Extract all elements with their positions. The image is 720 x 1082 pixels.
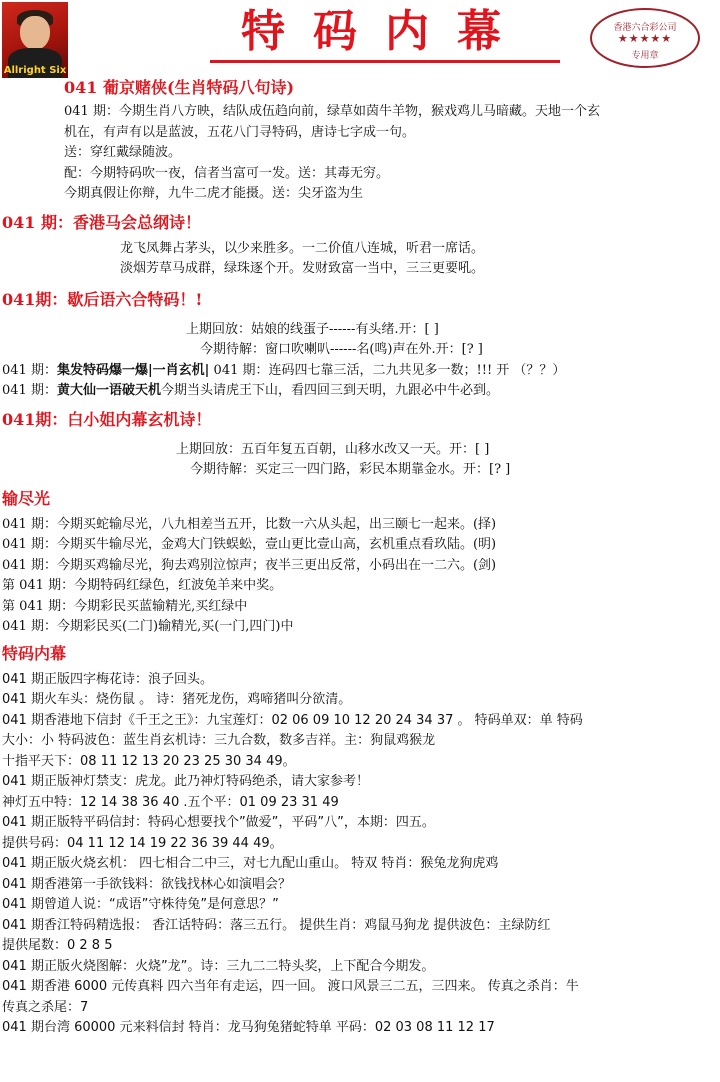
text-line: 041 期正版火烧图解：火烧”龙”。诗：三九二二特头奖，上下配合今期发。	[2, 958, 435, 974]
text-line: 041 期：今期买鸡输尽光，狗去鸡别泣惊声；夜半三更出反常，小码出在一二六。(剑)	[2, 557, 497, 573]
last-period-review: 上期回放：五百年复五百朝，山移水改又一天。开：[ ]	[176, 441, 490, 457]
text-line: 送：穿红戴绿随波。	[64, 145, 182, 160]
text-line: 提供号码：04 11 12 14 19 22 36 39 44 49。	[2, 835, 283, 851]
text-line: 041 期火车头：烧伤鼠 。 诗：猪死龙伤，鸡啼猪叫分欲清。	[2, 692, 352, 707]
text-line: 041 期香港地下信封《千王之王》：九宝莲灯：02 06 09 10 12 20 24 34 37 。 特码单双：单 特码	[2, 712, 583, 728]
section-heading: 041期：白小姐内幕玄机诗！	[2, 409, 212, 429]
text-line: 041 期：今期生肖八方映，结队成伍趋向前，绿草如茵牛羊物，猴戏鸡儿马暗藏。天地一个玄	[64, 104, 600, 119]
text-line: 传真之杀尾：7	[2, 999, 89, 1015]
text-line: 041 期：黄大仙一语破天机今期当头请虎王下山，看四回三到天明，九跟必中牛必到。	[2, 383, 499, 398]
section-inside-info	[0, 644, 720, 1039]
text-line: 第 041 期：今期特码红绿色，红波兔羊来中奖。	[2, 578, 283, 593]
section-gambling-hero	[0, 78, 720, 205]
page-title: 特码内幕	[210, 4, 560, 63]
text-line: 机在，有声有以是蓝波，五花八门寻特码，唐诗七字成一句。	[64, 124, 416, 140]
article-body	[0, 78, 720, 1039]
text-line: 041 期正版特平码信封：特码心想要找个”做爱”，平码”八”，本期：四五。	[2, 815, 435, 830]
text-line: 041 期：集发特码爆一爆|一肖玄机| 041 期：连码四七靠三活，二九共见多一数；!!! 开 （？？）	[2, 362, 566, 378]
avatar-caption: Allright Six	[3, 65, 67, 76]
seal-top-text: 香港六合彩公司	[613, 23, 677, 33]
text-line: 041 期：今期买牛输尽光，金鸡大门铁蜈蚣，壹山更比壹山高，玄机重点看玖陆。(明)	[2, 537, 497, 552]
section-lose-all	[0, 489, 720, 638]
text-line: 041 期香江特码精选报： 香江话特码：落三五行。 提供生肖：鸡鼠马狗龙 提供波色：主绿防红	[2, 917, 551, 933]
author-avatar	[2, 2, 68, 78]
section-xiehouyu	[0, 290, 720, 402]
company-seal	[590, 8, 700, 68]
section-heading: 输尽光	[2, 488, 51, 508]
section-white-lady	[0, 410, 720, 481]
text-line: 龙飞凤舞占茅头，以少来胜多。一二价值八连城，听君一席话。	[120, 240, 485, 256]
section-heading: 特码内幕	[2, 643, 67, 663]
text-line: 十指平天下：08 11 12 13 20 23 25 30 34 49。	[2, 753, 296, 769]
text-line: 041 期：今期彩民买(二门)输精光,买(一门,四门)中	[2, 619, 294, 634]
text-line: 淡烟芳草马成群，绿珠逐个开。发财致富一当中，三三更要吼。	[120, 261, 485, 276]
seal-stars: ★★★★★	[617, 32, 673, 45]
section-hk-jockey-poem	[0, 213, 720, 280]
section-heading: 041 期：香港马会总纲诗！	[2, 212, 201, 232]
text-line: 041 期台湾 60000 元来料信封 特肖：龙马狗兔猪蛇特单 平码：02 03 08 11 12 17	[2, 1020, 495, 1035]
text-line: 041 期香港第一手欲钱料：欲钱找林心如演唱会？	[2, 876, 291, 892]
text-line: 041 期正版火烧玄机： 四七相合二中三，对七九配山重山。 特双 特肖：猴兔龙狗虎鸡	[2, 856, 499, 871]
text-line: 提供尾数：0 2 8 5	[2, 938, 113, 953]
text-line: 配：今期特码吹一夜，信者当富可一发。送：其毒无穷。	[64, 165, 390, 181]
seal-bottom-text: 专用章	[631, 51, 659, 61]
text-line: 041 期曾道人说：“成语”守株待兔”是何意思？”	[2, 897, 279, 912]
text-line: 041 期香港 6000 元传真料 四六当年有走运，四一回。 渡口风景三二五，三四来。 传真之杀肖：牛	[2, 979, 579, 994]
this-period-riddle: 今期待解：窗口吹喇叭------名(鸣)声在外.开：[? ]	[200, 342, 483, 357]
last-period-review: 上期回放：姑娘的线蛋子------有头绪.开：[ ]	[186, 321, 439, 337]
text-line: 第 041 期：今期彩民买蓝输精光,买红绿中	[2, 598, 248, 614]
text-line: 041 期正版四字梅花诗：浪子回头。	[2, 671, 213, 687]
this-period-riddle: 今期待解：买定三一四门路，彩民本期靠金水。开：[? ]	[190, 462, 511, 477]
text-line: 041 期正版神灯禁支：虎龙。此乃神灯特码绝杀，请大家参考！	[2, 774, 369, 789]
text-line: 041 期：今期买蛇输尽光，八九相差当五开，比数一六从头起，出三颐七一起来。(择)	[2, 516, 497, 532]
section-heading: 041期：歇后语六合特码！!	[2, 289, 203, 309]
section-heading: 041 葡京赌侠(生肖特码八句诗)	[64, 78, 295, 97]
page-header	[0, 0, 720, 78]
text-line: 大小：小 特码波色：蓝生肖玄机诗：三九合数，数多吉祥。主：狗鼠鸡猴龙	[2, 733, 436, 748]
text-line: 今期真假让你辩，九牛二虎才能摄。送：尖牙盗为生	[64, 186, 364, 201]
text-line: 神灯五中特：12 14 38 36 40 .五个平：01 09 23 31 49	[2, 794, 339, 810]
